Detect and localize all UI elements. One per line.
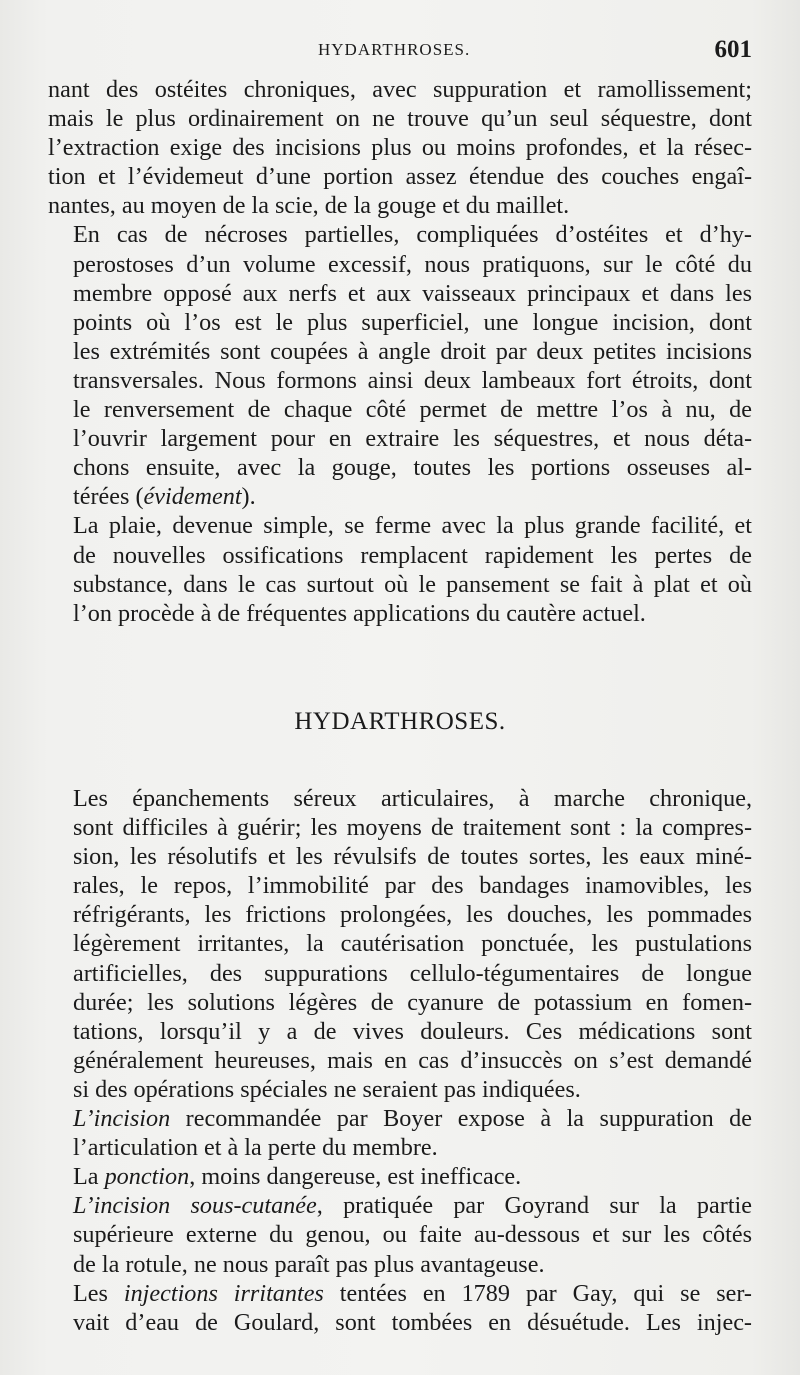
text-line: les extrémités sont coupées à angle droit par deux petites incisions — [73, 337, 752, 365]
text-line: tion et l’évidemeut d’une portion assez étendue des couches engaî- — [48, 163, 752, 191]
page-number: 601 — [714, 36, 752, 63]
section-heading: HYDARTHROSES. — [294, 708, 506, 735]
text-line: transversales. Nous formons ainsi deux lambeaux fort étroits, dont — [73, 366, 752, 394]
text-line: l’articulation et à la perte du membre. — [73, 1134, 438, 1162]
paragraph — [48, 220, 752, 511]
text-line: si des opérations spéciales ne seraient pas indiquées. — [73, 1075, 581, 1103]
text-line: La plaie, devenue simple, se ferme avec la plus grande facilité, et — [73, 512, 752, 540]
text-line: vait d’eau de Goulard, sont tombées en désuétude. Les injec- — [73, 1308, 752, 1336]
text-run: Les — [73, 1279, 124, 1307]
text-line — [48, 1191, 752, 1220]
text-line: En cas de nécroses partielles, compliquées d’ostéites et d’hy- — [73, 221, 752, 249]
text-line: de la rotule, ne nous paraît pas plus avantageuse. — [73, 1250, 545, 1278]
text-line — [48, 1279, 752, 1308]
paragraph — [48, 1104, 752, 1162]
running-title: HYDARTHROSES. — [318, 40, 471, 59]
paragraph — [48, 1191, 752, 1278]
text-line: réfrigérants, les frictions prolongées, les douches, les pommades — [73, 901, 752, 929]
text-line — [48, 1104, 752, 1133]
body-text-bottom — [48, 784, 752, 1337]
text-line: l’ouvrir largement pour en extraire les séquestres, et nous déta- — [73, 425, 752, 453]
text-line: Les épanchements séreux articulaires, à marche chronique, — [73, 785, 752, 812]
italic-term: L’incision sous-cutanée — [73, 1192, 317, 1220]
text-run: , pratiquée par Goyrand sur la partie — [316, 1192, 752, 1220]
text-line: sont difficiles à guérir; les moyens de traitement sont : la compres- — [73, 814, 752, 842]
paragraph — [48, 1162, 752, 1191]
text-line: artificielles, des suppurations cellulo-tégumentaires de longue — [73, 959, 752, 987]
text-line: sion, les résolutifs et les révulsifs de toutes sortes, les eaux miné- — [73, 843, 752, 871]
paragraph — [48, 511, 752, 627]
italic-term: ponction — [104, 1163, 190, 1191]
body-text-top — [48, 75, 752, 628]
text-line: supérieure externe du genou, ou faite au-dessous et sur les côtés — [73, 1221, 752, 1249]
text-line: tations, lorsqu’il y a de vives douleurs. Ces médications sont — [73, 1017, 752, 1045]
text-line: nant des ostéites chroniques, avec suppuration et ramollissement; — [48, 76, 752, 103]
paragraph — [48, 1279, 752, 1337]
text-line: généralement heureuses, mais en cas d’insuccès on s’est demandé — [73, 1046, 752, 1074]
italic-term: évidement — [143, 483, 242, 511]
text-line: durée; les solutions légères de cyanure de potassium en fomen- — [73, 988, 752, 1016]
paragraph — [48, 75, 752, 220]
paragraph — [48, 784, 752, 1104]
italic-term: injections irritantes — [123, 1279, 324, 1307]
text-line: substance, dans le cas surtout où le pansement se fait à plat et où — [73, 570, 752, 598]
text-line: légèrement irritantes, la cautérisation ponctuée, les pustulations — [73, 930, 752, 958]
text-line — [48, 482, 752, 511]
text-line: l’extraction exige des incisions plus ou moins profondes, et la résec- — [48, 134, 752, 162]
text-line: de nouvelles ossifications remplacent rapidement les pertes de — [73, 541, 752, 569]
running-head — [48, 36, 752, 66]
text-line: mais le plus ordinairement on ne trouve qu’un seul séquestre, dont — [48, 105, 752, 133]
text-line: le renversement de chaque côté permet de mettre l’os à nu, de — [73, 396, 752, 424]
text-line: l’on procède à de fréquentes applications du cautère actuel. — [73, 599, 646, 627]
text-run: tentées en 1789 par Gay, qui se ser- — [323, 1279, 752, 1307]
text-line: points où l’os est le plus superficiel, une longue incision, dont — [73, 308, 752, 336]
text-run: recommandée par Boyer expose à la suppuration de — [170, 1105, 752, 1133]
text-run: , moins dangereuse, est inefficace. — [189, 1163, 522, 1191]
text-line: membre opposé aux nerfs et aux vaisseaux principaux et dans les — [73, 279, 752, 307]
text-line: nantes, au moyen de la scie, de la gouge et du maillet. — [48, 192, 570, 220]
text-run: ). — [241, 483, 256, 511]
text-line: chons ensuite, avec la gouge, toutes les portions osseuses al- — [73, 454, 752, 482]
text-line — [48, 1162, 752, 1191]
text-line: perostoses d’un volume excessif, nous pratiquons, sur le côté du — [73, 250, 752, 278]
text-run: La — [73, 1163, 105, 1191]
text-line: rales, le repos, l’immobilité par des bandages inamovibles, les — [73, 872, 752, 900]
text-run: térées ( — [73, 483, 144, 511]
italic-term: L’incision — [73, 1105, 171, 1133]
